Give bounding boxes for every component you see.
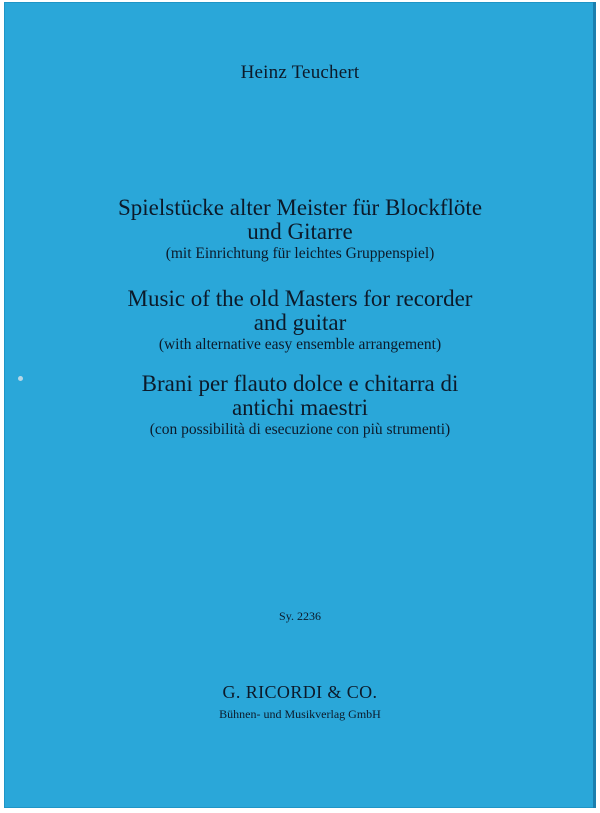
title-german — [4, 196, 596, 263]
title-italian-line-1: Brani per flauto dolce e chitarra di — [141, 371, 459, 396]
title-italian-line-2: antichi maestri — [231, 395, 369, 420]
score-cover — [4, 2, 596, 808]
title-german-line-1: Spielstücke alter Meister für Blockflöte — [117, 195, 483, 220]
title-english-line-1: Music of the old Masters for recorder — [127, 286, 473, 311]
subtitle-italian: (con possibilità di esecuzione con più strumenti) — [149, 421, 451, 438]
catalog-number: Sy. 2236 — [279, 609, 321, 623]
publisher-subtitle: Bühnen- und Musikverlag GmbH — [219, 707, 381, 721]
subtitle-english: (with alternative easy ensemble arrangement) — [158, 336, 442, 353]
subtitle-german: (mit Einrichtung für leichtes Gruppenspiel) — [165, 245, 435, 262]
title-english — [4, 287, 596, 354]
title-german-line-2: und Gitarre — [247, 219, 353, 244]
author-name: Heinz Teuchert — [240, 62, 360, 83]
title-english-line-2: and guitar — [253, 310, 347, 335]
publisher-name: G. RICORDI & CO. — [222, 682, 378, 702]
title-italian — [4, 372, 596, 439]
